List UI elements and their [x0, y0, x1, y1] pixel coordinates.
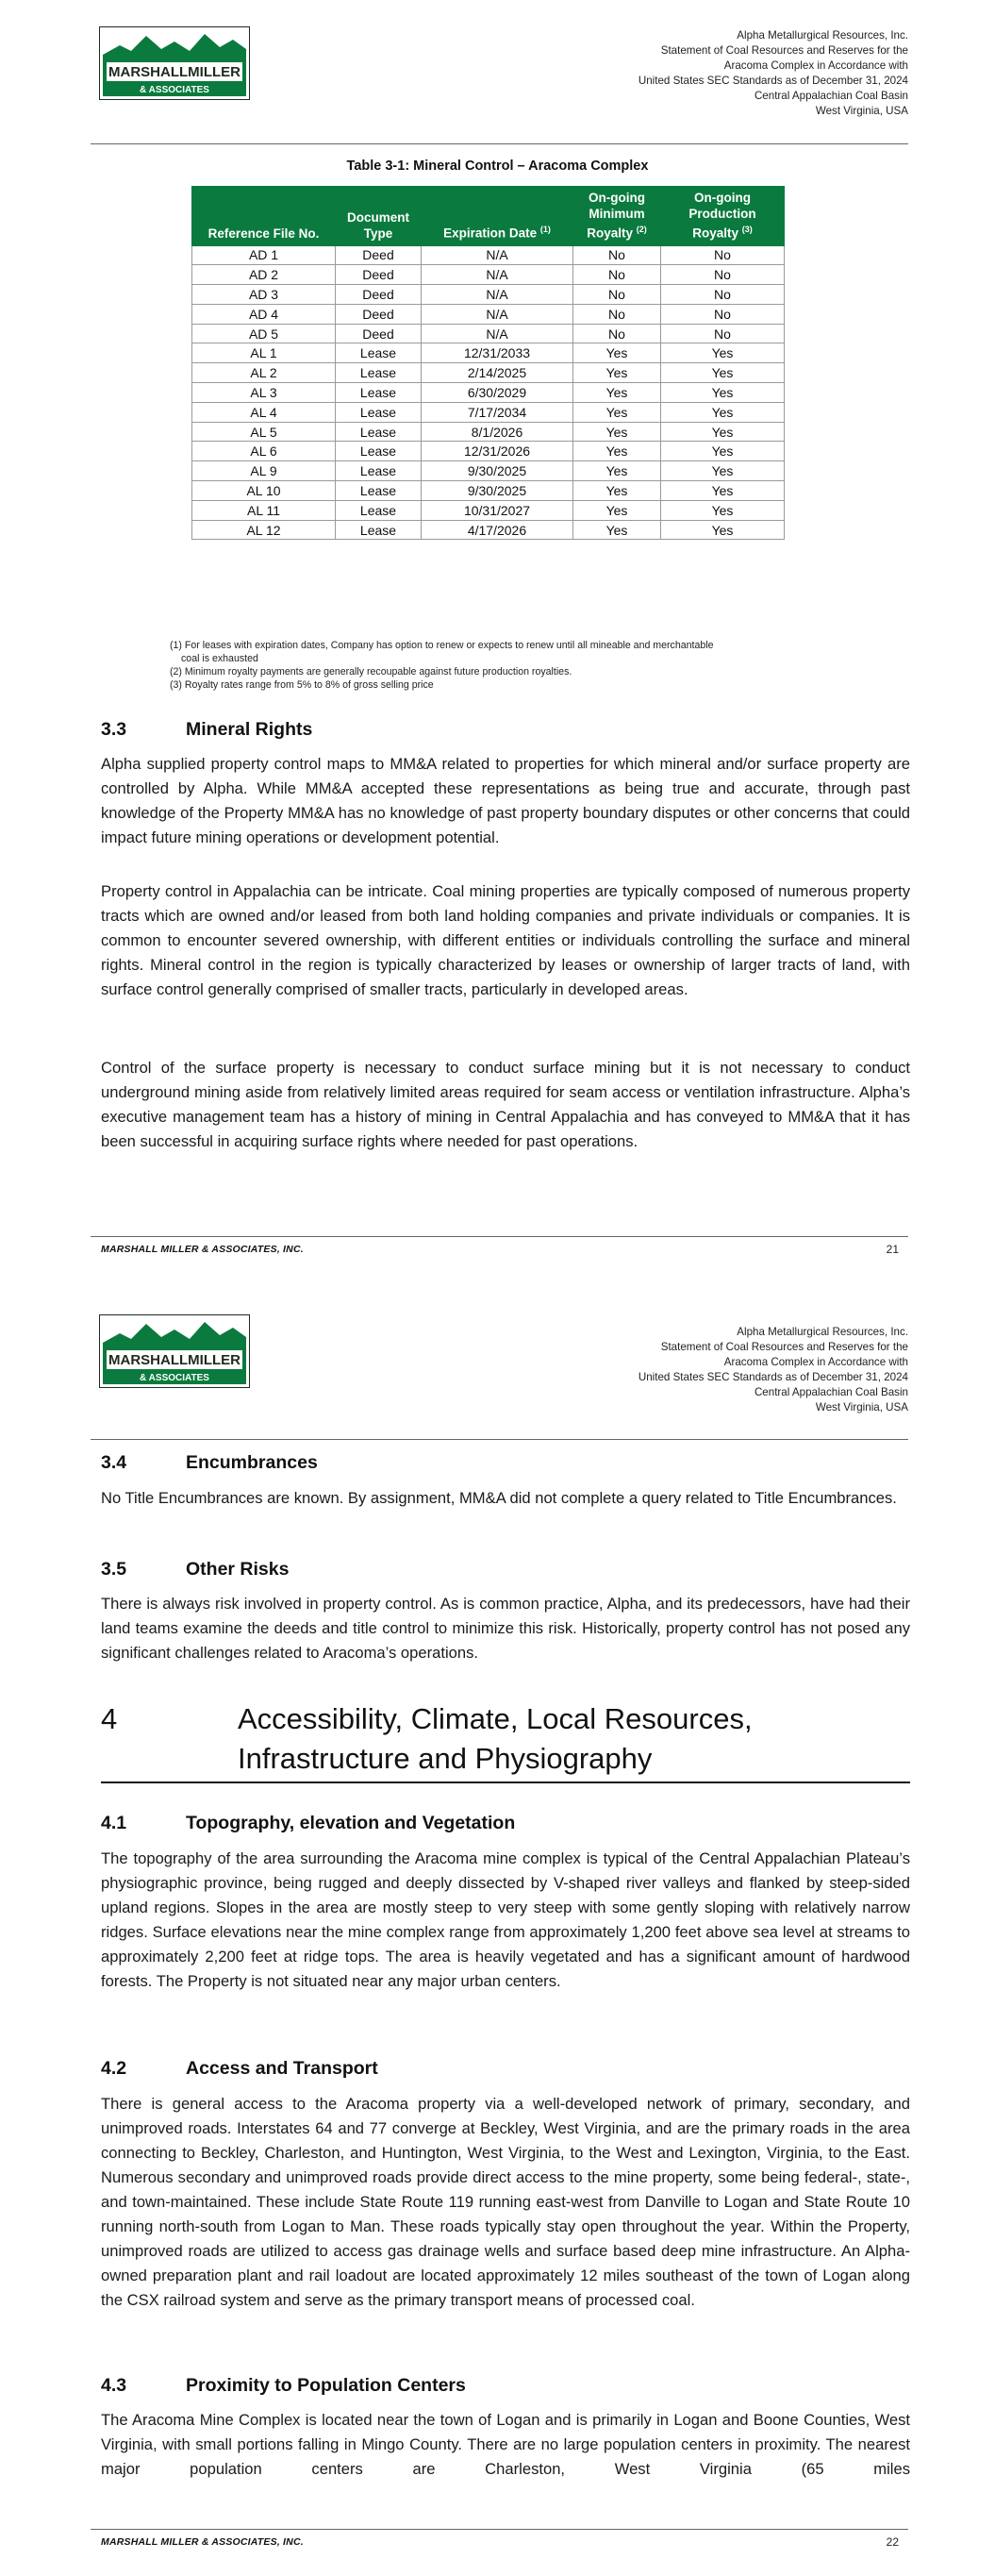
table-cell: AD 3: [192, 285, 336, 305]
header-minimum-royalty: On-going Minimum Royalty $^{(2)}$: [573, 187, 661, 246]
table-cell: AL 5: [192, 422, 336, 442]
table-cell: AL 4: [192, 402, 336, 422]
table-cell: Yes: [573, 363, 661, 383]
page-22: [0, 1288, 995, 2576]
chapter-divider: [101, 1781, 910, 1783]
table-cell: Deed: [336, 324, 422, 343]
table-cell: 4/17/2026: [422, 520, 573, 540]
table-cell: AL 3: [192, 383, 336, 403]
table-cell: Yes: [573, 422, 661, 442]
paragraph-3-4: No Title Encumbrances are known. By assignment, MM&A did not complete a query related to Title Encumbrances.: [101, 1489, 897, 1507]
table-cell: Deed: [336, 285, 422, 305]
table-cell: AL 1: [192, 343, 336, 363]
table-row: [192, 481, 785, 501]
header-document-type: Document Type: [336, 187, 422, 246]
table-cell: No: [573, 245, 661, 265]
table-row: [192, 520, 785, 540]
table-cell: Yes: [661, 442, 785, 461]
marshall-miller-logo: [99, 1314, 250, 1388]
table-row: [192, 324, 785, 343]
table-row: [192, 383, 785, 403]
table-cell: 9/30/2025: [422, 481, 573, 501]
table-cell: Yes: [661, 461, 785, 481]
report-header-text: Alpha Metallurgical Resources, Inc. Statement of Coal Resources and Reserves for the Aracoma Complex in Accordance with United States SEC Standards as of December 31, 2024 Central Appalachian Coal Basin West Virginia, USA: [638, 29, 908, 117]
table-cell: N/A: [422, 265, 573, 285]
table-cell: Yes: [573, 481, 661, 501]
table-cell: Lease: [336, 500, 422, 520]
header-divider: [91, 143, 908, 144]
table-header-row: [192, 187, 785, 246]
heading-4-1: 4.1 Topography, elevation and Vegetation: [101, 1813, 516, 1833]
page-number: 22: [886, 2535, 899, 2549]
paragraph-3-5: There is always risk involved in property control. As is common practice, Alpha, and its predecessors, have had their land teams examine the deeds and title control to minimize this risk. Historically, property control has not posed any significant challenges related to Aracoma’s operations.: [101, 1595, 910, 1662]
svg-text:MARSHALLMILLER: MARSHALLMILLER: [108, 64, 240, 80]
heading-4-2: 4.2 Access and Transport: [101, 2058, 378, 2079]
table-cell: Yes: [573, 461, 661, 481]
table-cell: Yes: [661, 363, 785, 383]
paragraph-3-3-c: Control of the surface property is necessary to conduct surface mining but it is not necessary to conduct underground mining aside from relatively limited areas required for seam access or ventilation infrastructure. Alpha’s executive management team has a history of mining in Central Appalachia and has conveyed to MM&A that it has been successful in acquiring surface rights where needed for past operations.: [101, 1059, 910, 1150]
paragraph-3-3-b: Property control in Appalachia can be intricate. Coal mining properties are typically composed of numerous property tracts which are owned and/or leased from both land holding companies and private individuals or companies. It is common to encounter severed ownership, with different entities or individuals controlling the surface and mineral rights. Mineral control in the region is typically characterized by leases or ownership of larger tracts of land, with surface control generally comprised of smaller tracts, particularly in developed areas.: [101, 882, 910, 998]
table-cell: 2/14/2025: [422, 363, 573, 383]
paragraph-4-2: There is general access to the Aracoma property via a well-developed network of primary, secondary, and unimproved roads. Interstates 64 and 77 converge at Beckley, West Virginia, and are the primary roads in the area connecting to Beckley, Charleston, and Huntington, West Virginia, to the West and Lexington, Virginia, to the East. Numerous secondary and unimproved roads provide direct access to the mine property, some being federal-, state-, and town-maintained. These include State Route 119 running east-west from Danville to Logan and State Route 10 running north-south from Logan to Man. These roads typically stay open throughout the year. Within the Property, unimproved roads are utilized to access gas drainage wells and surface based deep mine infrastructure. An Alpha-owned preparation plant and rail loadout are located approximately 12 miles southeast of the town of Logan along the CSX railroad system and serve as the primary transport means of processed coal.: [101, 2095, 910, 2309]
table-cell: No: [661, 245, 785, 265]
header-expiration-date: Expiration Date $^{(1)}$: [422, 187, 573, 246]
table-cell: Yes: [573, 500, 661, 520]
table-cell: N/A: [422, 304, 573, 324]
table-cell: No: [661, 285, 785, 305]
marshall-miller-logo: [99, 26, 250, 100]
svg-text:& ASSOCIATES: & ASSOCIATES: [140, 85, 209, 95]
heading-3-3: 3.3 Mineral Rights: [101, 719, 313, 740]
footer-divider: [91, 2529, 908, 2530]
table-cell: Lease: [336, 520, 422, 540]
table-row: [192, 363, 785, 383]
table-cell: Lease: [336, 442, 422, 461]
table-cell: No: [661, 304, 785, 324]
table-cell: 8/1/2026: [422, 422, 573, 442]
table-cell: Lease: [336, 363, 422, 383]
table-cell: 12/31/2033: [422, 343, 573, 363]
table-cell: AL 6: [192, 442, 336, 461]
table-cell: Yes: [661, 383, 785, 403]
table-cell: AD 2: [192, 265, 336, 285]
table-cell: Yes: [573, 520, 661, 540]
table-cell: No: [661, 324, 785, 343]
paragraph-4-3: The Aracoma Mine Complex is located near the town of Logan and is primarily in Logan and Boone Counties, West Virginia, with small portions falling in Mingo County. There are no large population centers in proximity. The nearest major population centers are Charleston, West Virginia (65 miles: [101, 2411, 910, 2478]
table-cell: No: [661, 265, 785, 285]
table-cell: Yes: [661, 402, 785, 422]
table-cell: Lease: [336, 461, 422, 481]
table-cell: No: [573, 285, 661, 305]
table-cell: Yes: [661, 422, 785, 442]
table-row: [192, 402, 785, 422]
table-row: [192, 500, 785, 520]
header-production-royalty: On-going Production Royalty $^{(3)}$: [661, 187, 785, 246]
table-cell: AL 9: [192, 461, 336, 481]
table-cell: 12/31/2026: [422, 442, 573, 461]
page-number: 21: [886, 1243, 899, 1256]
table-cell: Yes: [661, 343, 785, 363]
table-cell: 7/17/2034: [422, 402, 573, 422]
table-cell: Lease: [336, 422, 422, 442]
table-cell: 6/30/2029: [422, 383, 573, 403]
table-row: [192, 461, 785, 481]
table-cell: AL 11: [192, 500, 336, 520]
table-cell: Deed: [336, 265, 422, 285]
table-cell: AD 1: [192, 245, 336, 265]
heading-4: 4 Accessibility, Climate, Local Resources, Infrastructure and Physiography: [101, 1702, 753, 1775]
table-row: [192, 265, 785, 285]
table-cell: AL 12: [192, 520, 336, 540]
table-cell: Yes: [573, 383, 661, 403]
report-header-text: Alpha Metallurgical Resources, Inc. Statement of Coal Resources and Reserves for the Aracoma Complex in Accordance with United States SEC Standards as of December 31, 2024 Central Appalachian Coal Basin West Virginia, USA: [638, 1326, 908, 1413]
mineral-control-table: [191, 186, 785, 540]
table-cell: 10/31/2027: [422, 500, 573, 520]
footer-company: MARSHALL MILLER & ASSOCIATES, INC.: [101, 2536, 304, 2548]
table-row: [192, 442, 785, 461]
table-row: [192, 343, 785, 363]
table-cell: AD 5: [192, 324, 336, 343]
table-cell: Deed: [336, 245, 422, 265]
table-cell: Lease: [336, 383, 422, 403]
table-cell: N/A: [422, 285, 573, 305]
svg-text:MARSHALLMILLER: MARSHALLMILLER: [108, 1352, 240, 1368]
table-cell: Yes: [661, 520, 785, 540]
heading-4-3: 4.3 Proximity to Population Centers: [101, 2375, 466, 2396]
table-cell: N/A: [422, 245, 573, 265]
table-cell: Yes: [573, 402, 661, 422]
table-cell: No: [573, 265, 661, 285]
svg-text:& ASSOCIATES: & ASSOCIATES: [140, 1373, 209, 1383]
footer-company: MARSHALL MILLER & ASSOCIATES, INC.: [101, 1244, 304, 1255]
footer-divider: [91, 1236, 908, 1237]
table-cell: N/A: [422, 324, 573, 343]
table-cell: Yes: [661, 500, 785, 520]
table-cell: AL 2: [192, 363, 336, 383]
table-caption: Table 3-1: Mineral Control – Aracoma Complex: [346, 159, 649, 174]
table-cell: Lease: [336, 402, 422, 422]
table-cell: Yes: [573, 442, 661, 461]
table-cell: AL 10: [192, 481, 336, 501]
table-row: [192, 245, 785, 265]
header-reference-file-no: Reference File No.: [192, 187, 336, 246]
table-row: [192, 422, 785, 442]
table-cell: No: [573, 324, 661, 343]
table-cell: Lease: [336, 481, 422, 501]
table-row: [192, 304, 785, 324]
table-cell: AD 4: [192, 304, 336, 324]
table-cell: No: [573, 304, 661, 324]
table-cell: 9/30/2025: [422, 461, 573, 481]
paragraph-4-1: The topography of the area surrounding the Aracoma mine complex is typical of the Central Appalachian Plateau’s physiographic province, being rugged and deeply dissected by V-shaped river valleys and flanked by steep-sided upland regions. Slopes in the area are mostly steep to very steep with some gently sloping with relatively narrow ridges. Surface elevations near the mine complex range from approximately 1,200 feet above sea level at streams to approximately 2,200 feet at ridge tops. The area is heavily vegetated and has a significant amount of hardwood forests. The Property is not situated near any major urban centers.: [101, 1849, 910, 1990]
paragraph-3-3-a: Alpha supplied property control maps to MM&A related to properties for which mineral and/or surface property are controlled by Alpha. While MM&A accepted these representations as being true and accurate, through past knowledge of the Property MM&A has no knowledge of past property boundary disputes or other concerns that could impact future mining operations or development potential.: [101, 755, 910, 846]
table-cell: Yes: [573, 343, 661, 363]
header-divider: [91, 1439, 908, 1440]
table-notes: (1) For leases with expiration dates, Company has option to renew or expects to renew until all mineable and merchantable coal is exhausted (2) Minimum royalty payments are generally recoupable against future production royalties. (3) Royalty rates range from 5% to 8% of gross selling price: [170, 640, 714, 691]
heading-3-4: 3.4 Encumbrances: [101, 1452, 318, 1473]
table-cell: Yes: [661, 481, 785, 501]
table-row: [192, 285, 785, 305]
table-cell: Deed: [336, 304, 422, 324]
table-cell: Lease: [336, 343, 422, 363]
heading-3-5: 3.5 Other Risks: [101, 1559, 290, 1580]
